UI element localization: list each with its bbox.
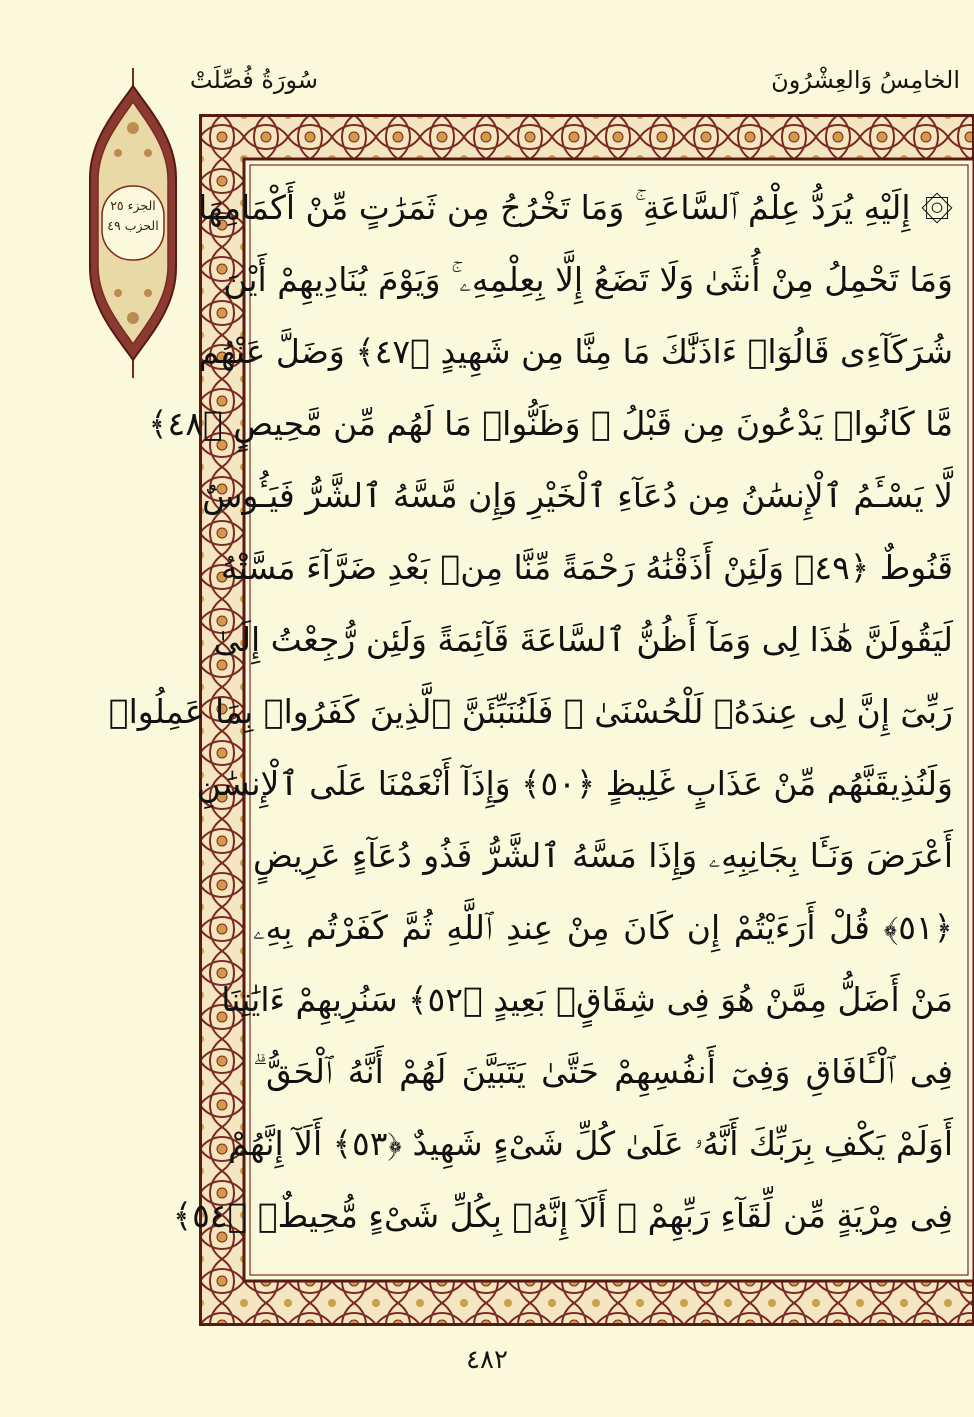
medallion-juz: الجزء ٢٥ (110, 198, 156, 213)
verse-line: لَّا يَسْـَٔمُ ٱلْإِنسَٰنُ مِن دُعَآءِ ٱلْخَيْرِ وَإِن مَّسَّهُ ٱلشَّرُّ فَيَـُٔوسٌ (202, 476, 953, 515)
verse-line: مَنْ أَضَلُّ مِمَّنْ هُوَ فِى شِقَاقٍۭ بَعِيدٍ ﴿٥٢﴾ سَنُرِيهِمْ ءَايَٰتِنَا (221, 980, 953, 1019)
medallion-text (100, 196, 166, 236)
verse-line: وَمَا تَحْمِلُ مِنْ أُنثَىٰ وَلَا تَضَعُ إِلَّا بِعِلْمِهِۦ ۚ وَيَوْمَ يُنَادِيهِمْ أَيْنَ (223, 260, 953, 299)
page-number: ٤٨٢ (466, 1345, 508, 1375)
medallion-hizb: الحزب ٤٩ (107, 218, 159, 233)
verse-line: مَّا كَانُوا۟ يَدْعُونَ مِن قَبْلُ ۖ وَظَنُّوا۟ مَا لَهُم مِّن مَّحِيصٍ ﴿٤٨﴾ (148, 404, 953, 443)
verse-line: لَيَقُولَنَّ هَٰذَا لِى وَمَآ أَظُنُّ ٱلسَّاعَةَ قَآئِمَةً وَلَئِن رُّجِعْتُ إِلَىٰ (213, 620, 953, 659)
verse-line: رَبِّىٓ إِنَّ لِى عِندَهُۥ لَلْحُسْنَىٰ ۚ فَلَنُنَبِّئَنَّ ٱلَّذِينَ كَفَرُوا۟ بِمَا عَمِلُوا۟ (108, 692, 953, 731)
verse-line: ﴿٥١﴾ قُلْ أَرَءَيْتُمْ إِن كَانَ مِنْ عِندِ ٱللَّهِ ثُمَّ كَفَرْتُم بِهِۦ (253, 908, 953, 947)
verse-line: فِى مِرْيَةٍ مِّن لِّقَآءِ رَبِّهِمْ ۗ أَلَآ إِنَّهُۥ بِكُلِّ شَىْءٍ مُّحِيطٌۢ ﴿٥٤﴾ (172, 1196, 953, 1235)
verse-line: وَلَنُذِيقَنَّهُم مِّنْ عَذَابٍ غَلِيظٍ ﴿٥٠﴾ وَإِذَآ أَنْعَمْنَا عَلَى ٱلْإِنسَٰنِ (196, 764, 953, 803)
header-surah-name: سُورَةُ فُصِّلَتْ (189, 66, 318, 94)
verse-line: شُرَكَآءِى قَالُوٓا۟ ءَاذَنَّٰكَ مَا مِنَّا مِن شَهِيدٍ ﴿٤٧﴾ وَضَلَّ عَنْهُم (198, 332, 953, 371)
verse-line: ۞ إِلَيْهِ يُرَدُّ عِلْمُ ٱلسَّاعَةِ ۚ وَمَا تَخْرُجُ مِن ثَمَرَٰتٍ مِّنْ أَكْمَامِهَا (198, 188, 953, 227)
verse-line: قَنُوطٌ ﴿٤٩﴾ وَلَئِنْ أَذَقْنَٰهُ رَحْمَةً مِّنَّا مِنۢ بَعْدِ ضَرَّآءَ مَسَّتْهُ (220, 548, 953, 587)
verse-line: فِى ٱلْـَٔافَاقِ وَفِىٓ أَنفُسِهِمْ حَتَّىٰ يَتَبَيَّنَ لَهُمْ أَنَّهُ ٱلْحَقُّ ۗ (253, 1052, 953, 1091)
verse-line: أَوَلَمْ يَكْفِ بِرَبِّكَ أَنَّهُۥ عَلَىٰ كُلِّ شَىْءٍ شَهِيدٌ ﴿٥٣﴾ أَلَآ إِنَّهُمْ (228, 1124, 953, 1163)
header-juz-name: الخامِسُ وَالعِشْرُونَ (771, 66, 960, 94)
verse-line: أَعْرَضَ وَنَـَٔا بِجَانِبِهِۦ وَإِذَا مَسَّهُ ٱلشَّرُّ فَذُو دُعَآءٍ عَرِيضٍ (253, 836, 953, 875)
